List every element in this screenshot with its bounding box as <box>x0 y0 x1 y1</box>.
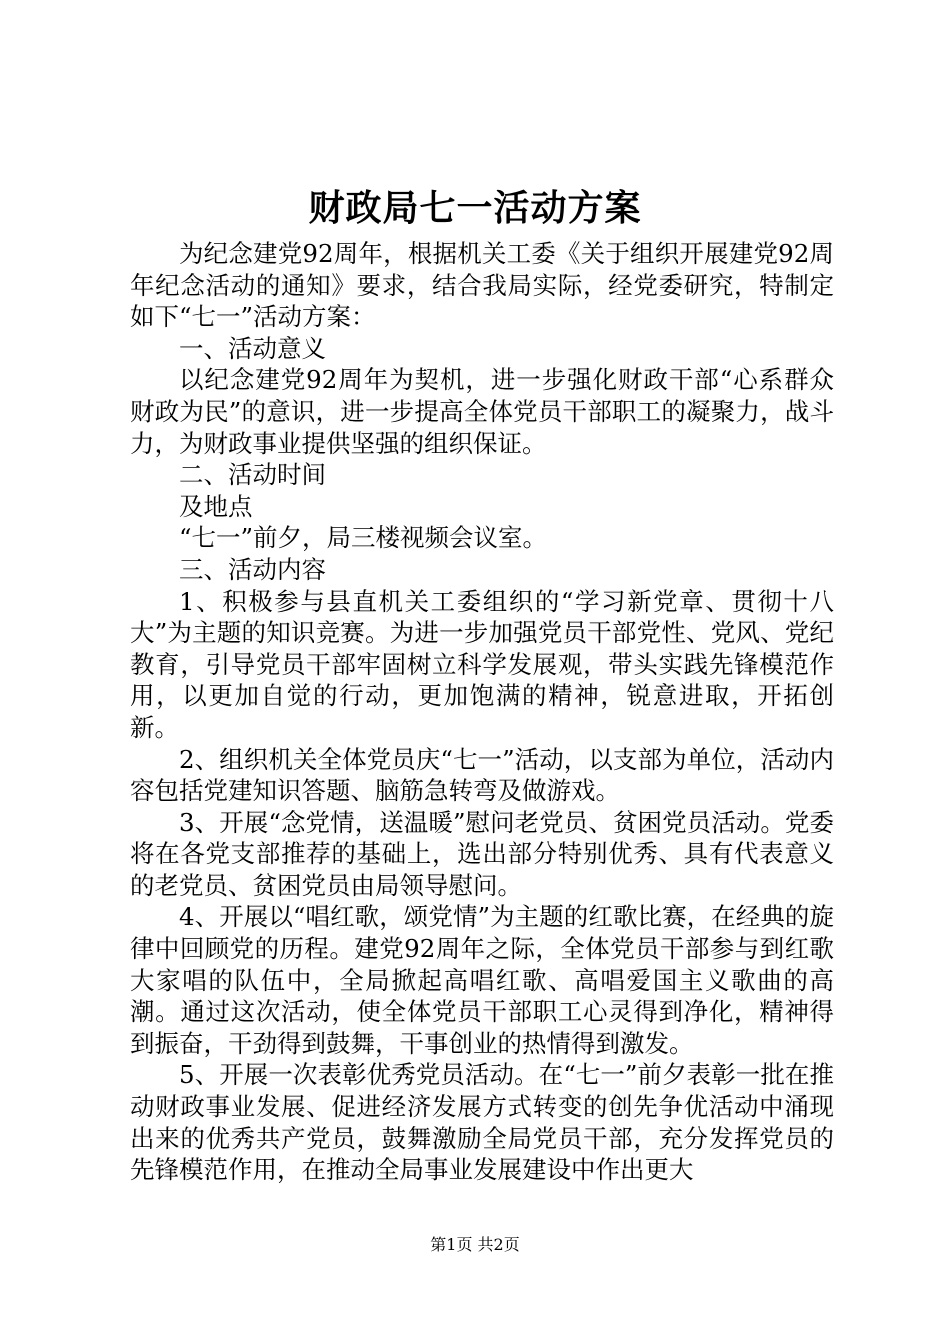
intro-paragraph: 为纪念建党92周年，根据机关工委《关于组织开展建党92周年纪念活动的通知》要求，结合我局实际，经党委研究，特制定如下“七一”活动方案： <box>130 239 834 332</box>
section-heading-significance: 一、活动意义 <box>179 333 326 363</box>
content-item-4: 4、开展以“唱红歌，颂党情”为主题的红歌比赛，在经典的旋律中回顾党的历程。建党92周年之际，全体党员干部参与到红歌大家唱的队伍中，全局掀起高唱红歌、高唱爱国主义歌曲的高潮。通过这次活动，使全体党员干部职工心灵得到净化，精神得到振奋，干劲得到鼓舞，干事创业的热情得到激发。 <box>130 902 834 1058</box>
significance-paragraph: 以纪念建党92周年为契机，进一步强化财政干部“心系群众财政为民”的意识，进一步提高全体党员干部职工的凝聚力，战斗力，为财政事业提供坚强的组织保证。 <box>130 365 834 458</box>
section-heading-time: 二、活动时间 <box>179 460 326 490</box>
content-item-5: 5、开展一次表彰优秀党员活动。在“七一”前夕表彰一批在推动财政事业发展、促进经济发展方式转变的创先争优活动中涌现出来的优秀共产党员，鼓舞激励全局党员干部，充分发挥党员的先锋模范作用，在推动全局事业发展建设中作出更大 <box>130 1060 834 1185</box>
section-heading-content: 三、活动内容 <box>179 554 326 584</box>
document-title: 财政局七一活动方案 <box>308 187 642 229</box>
content-item-2: 2、组织机关全体党员庆“七一”活动，以支部为单位，活动内容包括党建知识答题、脑筋急转弯及做游戏。 <box>130 744 834 806</box>
document-body <box>130 238 834 1186</box>
content-item-3: 3、开展“念党情，送温暖”慰问老党员、贫困党员活动。党委将在各党支部推荐的基础上，选出部分特别优秀、具有代表意义的老党员、贫困党员由局领导慰问。 <box>130 807 834 900</box>
content-item-1: 1、积极参与县直机关工委组织的“学习新党章、贯彻十八大”为主题的知识竞赛。为进一步加强党员干部党性、党风、党纪教育，引导党员干部牢固树立科学发展观，带头实践先锋模范作用，以更加自觉的行动，更加饱满的精神，锐意进取，开拓创新。 <box>130 586 834 742</box>
page-number-footer: 第1页 共2页 <box>430 1235 520 1254</box>
section-heading-place: 及地点 <box>179 491 253 521</box>
time-place-paragraph: “七一”前夕，局三楼视频会议室。 <box>179 523 548 553</box>
